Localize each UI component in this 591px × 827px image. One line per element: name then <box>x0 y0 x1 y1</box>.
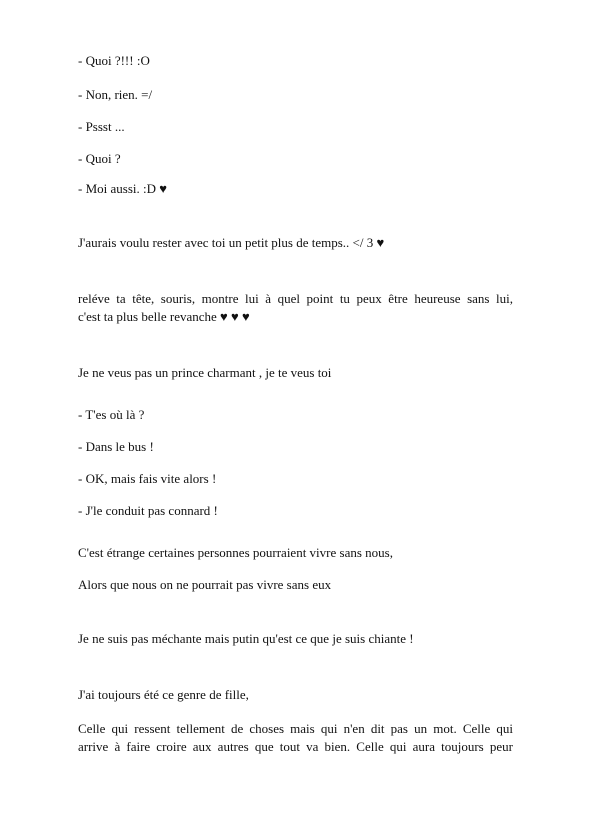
quote-line: J'ai toujours été ce genre de fille, <box>78 687 249 702</box>
dialogue-line: - Pssst ... <box>78 119 125 134</box>
dialogue-line: - Quoi ? <box>78 151 121 166</box>
dialogue-line: - Quoi ?!!! :O <box>78 53 150 68</box>
quote-line: Alors que nous on ne pourrait pas vivre sans eux <box>78 577 332 592</box>
paragraph-line: reléve ta tête, souris, montre lui à quel point tu peux être heureuse sans lui, <box>78 291 513 306</box>
dialogue-line: - Non, rien. =/ <box>78 87 153 102</box>
quote-line: Je ne veus pas un prince charmant , je te veus toi <box>78 365 332 380</box>
paragraph-line: Celle qui ressent tellement de choses mais qui n'en dit pas un mot. Celle qui <box>78 721 513 736</box>
dialogue-line: - Dans le bus ! <box>78 439 154 454</box>
quote-line: C'est étrange certaines personnes pourraient vivre sans nous, <box>78 545 393 560</box>
quote-line: Je ne suis pas méchante mais putin qu'est ce que je suis chiante ! <box>78 631 414 646</box>
quote-paragraph <box>78 720 513 756</box>
dialogue-line: - OK, mais fais vite alors ! <box>78 471 217 486</box>
quote-line: J'aurais voulu rester avec toi un petit plus de temps.. </ 3 ♥ <box>78 235 385 250</box>
dialogue-line: - Moi aussi. :D ♥ <box>78 181 167 196</box>
quote-paragraph <box>78 290 513 326</box>
dialogue-line: - T'es où là ? <box>78 407 145 422</box>
paragraph-line: arrive à faire croire aux autres que tout va bien. Celle qui aura toujours peur <box>78 739 513 754</box>
dialogue-line: - J'le conduit pas connard ! <box>78 503 218 518</box>
paragraph-line: c'est ta plus belle revanche ♥ ♥ ♥ <box>78 309 250 324</box>
